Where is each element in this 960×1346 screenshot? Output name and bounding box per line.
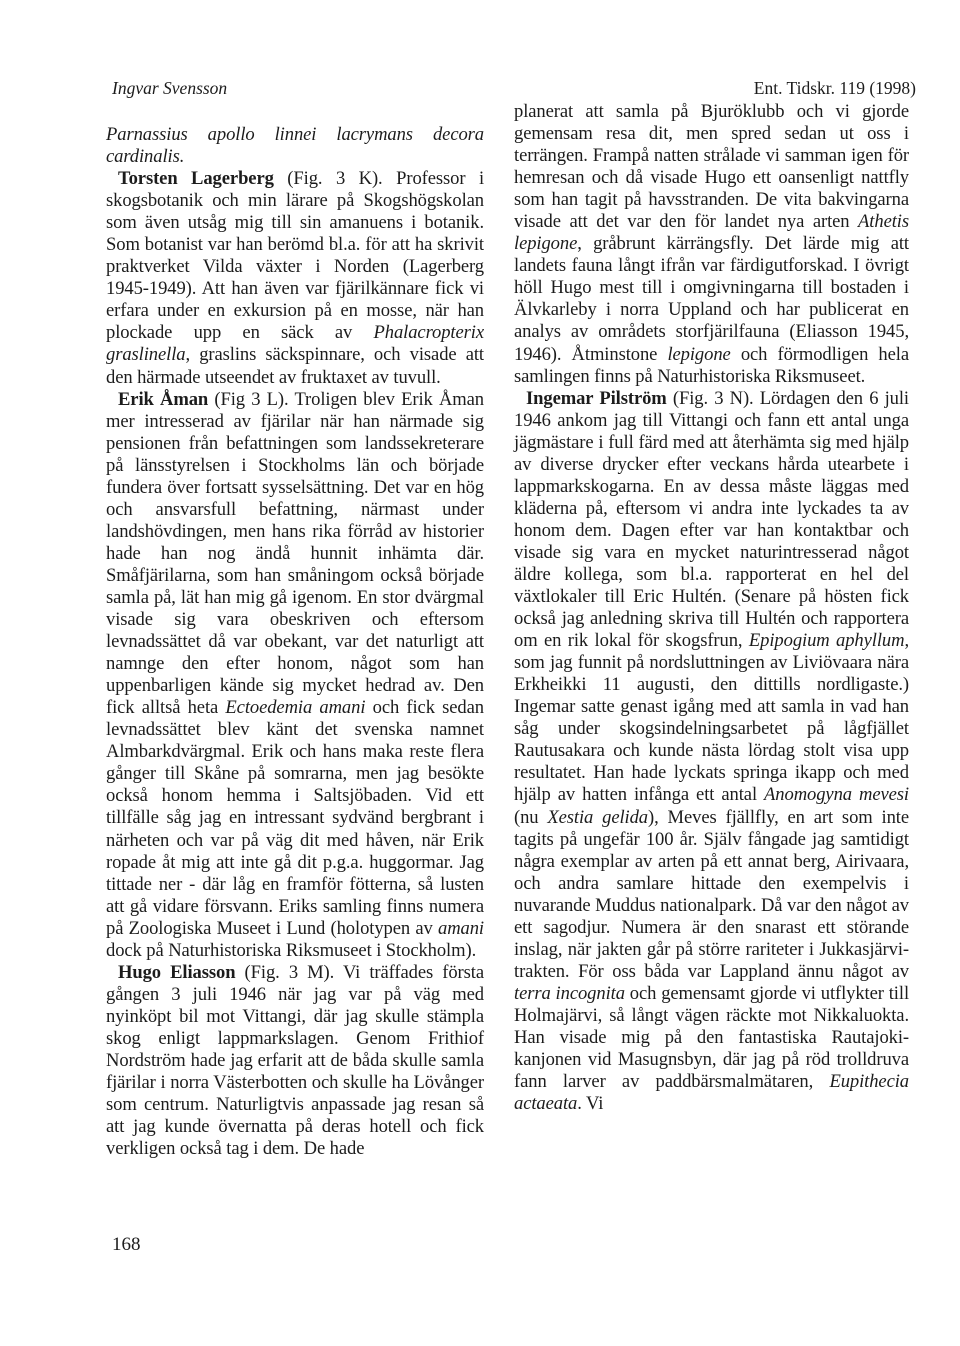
paragraph-hugo-eliasson: Hugo Eliasson (Fig. 3 M). Vi träffades första gången 3 juli 1946 när jag var på väg med nyinköpt bil mot Vittangi, där jag skulle stämpla skog enligt lappmarkslagen. Genom Frithiof Nordström hade jag erfarit att de båda skulle samla fjärilar i norra Västerbotten och skulle ha Lövånger som centrum. Naturligtvis anpassade jag resan så att jag kunde övernatta på deras hotell och fick verkligen också tag i dem. De hade	[106, 961, 484, 1160]
person-name: Erik Åman	[118, 388, 209, 410]
paragraph-species-name: Parnassius apollo linnei lacrymans decora cardinalis.	[106, 124, 484, 168]
person-name: Hugo Eliasson	[118, 961, 236, 983]
running-head-journal: Ent. Tidskr. 119 (1998)	[753, 78, 916, 98]
person-name: Ingemar Pilström	[526, 387, 667, 409]
paragraph-continued: planerat att samla på Bjuröklubb och vi gjorde gemensam resa dit, men spred sedan ut oss i terrängen. Frampå natten strålade vi samman igen för hemresan och då visade Hugo ett oansenligt nattfly som han tagit på havsstranden. De vita bakvingarna visade att det var den för landet nya arten Athetis lepigone, gråbrunt kärrängsfly. Det lärde mig att landets fauna långt ifrån var färdigutforskad. I övrigt höll Hugo mest till i omgivningarna till bostaden i Älvkarleby i norra Uppland och har publicerat en analys av områdets storfjärilfauna (Eliasson 1945, 1946). Åtminstone lepigone och förmodligen hela samlingen finns på Naturhistoriska Riksmuseet.	[514, 101, 909, 387]
person-name: Torsten Lagerberg	[118, 168, 274, 190]
left-column	[106, 124, 484, 1160]
right-column	[514, 101, 909, 1115]
paragraph-ingemar-pilstrom: Ingemar Pilström (Fig. 3 N). Lördagen den 6 juli 1946 ankom jag till Vittangi och fann ett antal unga jägmästare i full färd med att återhämta sig med hjälp av diverse drycker efter veckans hårda utearbete i lappmarkskogarna. En av dessa måste läggas med kläderna på, eftersom vi andra inte lyckades ta av honom dem. Dagen efter var han kontaktbar och visade sig vara en mycket naturintresserad något äldre kollega, som bl.a. rapporterat en hel del växtlokaler till Eric Hultén. (Senare på hösten fick också jag anledning skriva till Hultén och rapportera om en rik lokal för skogsfrun, Epipogium aphyllum, som jag funnit på nordsluttningen av Liviövaara nära Erkheikki 11 augusti, den dittills nordligaste.) Ingemar satte genast igång med att samla in vad han såg under skogsindelningsarbetet på lågfjället Rautusakara och kunde nästa lördag stolt visa upp resultatet. Han hade lyckats springa ikapp och med hjälp av hatten infånga ett antal Anomogyna mevesi (nu Xestia gelida), Meves fjällfly, en art som inte tagits på ungefär 100 år. Själv fångade jag samtidigt några exemplar av arten på ett annat berg, Airivaara, och andra samlare hittade den exempelvis i nuvarande Muddus nationalpark. Då var den något av ett sagodjur. Numera är den snarast ett störande inslag, när jakten går på större rariteter i Jukkasjärvi-trakten. För oss båda var Lappland ännu något av terra incognita och gemensamt gjorde vi utflykter till Holmajärvi, så långt vägen räckte mot Nikkaluokta. Han visade mig på den fantastiska Rautajoki-kanjonen vid Masugnsbyn, där jag på röd trolldruva fann larver av paddbärsmalmätaren, Eupithecia actaeata. Vi	[514, 387, 910, 1115]
paragraph-torsten-lagerberg: Torsten Lagerberg (Fig. 3 K). Professor i skogsbotanik och min lärare på Skogshögskolan som även utsåg mig till sin amanuens i botanik. Som botanist var han berömd bl.a. för att ha skrivit praktverket Vilda växter i Norden (Lagerberg 1945-1949). Att han även var fjärilkännare fick vi erfara under en exkursion på en mosse, när han plockade upp en säck av Phalacropterix graslinella, graslins säckspinnare, och visade att den härmade utseendet av fruktaxet av tuvull.	[106, 168, 485, 388]
page-number: 168	[112, 1234, 141, 1255]
running-head-author: Ingvar Svensson	[112, 78, 228, 98]
paragraph-erik-aman: Erik Åman (Fig 3 L). Troligen blev Erik Åman mer intresserad av fjärilar när han närmade sig pensionen från befattningen som landssekreterare på länsstyrelsen i Stockholms län och började fundera över fortsatt sysselsättning. Det var en hög och ansvarsfull befattning, närmast under landshövdingen, men hans rika förråd av historier hade han nog ändå hunnit inhämta där. Småfjärilarna, som han småningom också började samla på, lät han mig gå igenom. En stor dvärgmal visade sig vara obeskriven och eftersom levnadssättet då var obekant, var det naturligt att namnge den efter honom, något som han uppenbarligen kände sig mycket hedrad av. Den fick alltså heta Ectoedemia amani och fick sedan levnadssättet blev känt det svenska namnet Almbarkdvärgmal. Erik och hans maka reste flera gånger till Skåne på somrarna, men jag besökte också honom hemma i Saltsjöbaden. Vid ett tillfälle såg jag en intressant sydvänd bergbrant i närheten och var på väg dit med håven, när Erik ropade åt mig att inte gå dit p.g.a. huggormar. Jag tittade ner - där låg en framför fötterna, så lusten att gå vidare försvann. Eriks samling finns numera på Zoologiska Museet i Lund (holotypen av amani dock på Naturhistoriska Riksmuseet i Stockholm).	[106, 388, 484, 961]
